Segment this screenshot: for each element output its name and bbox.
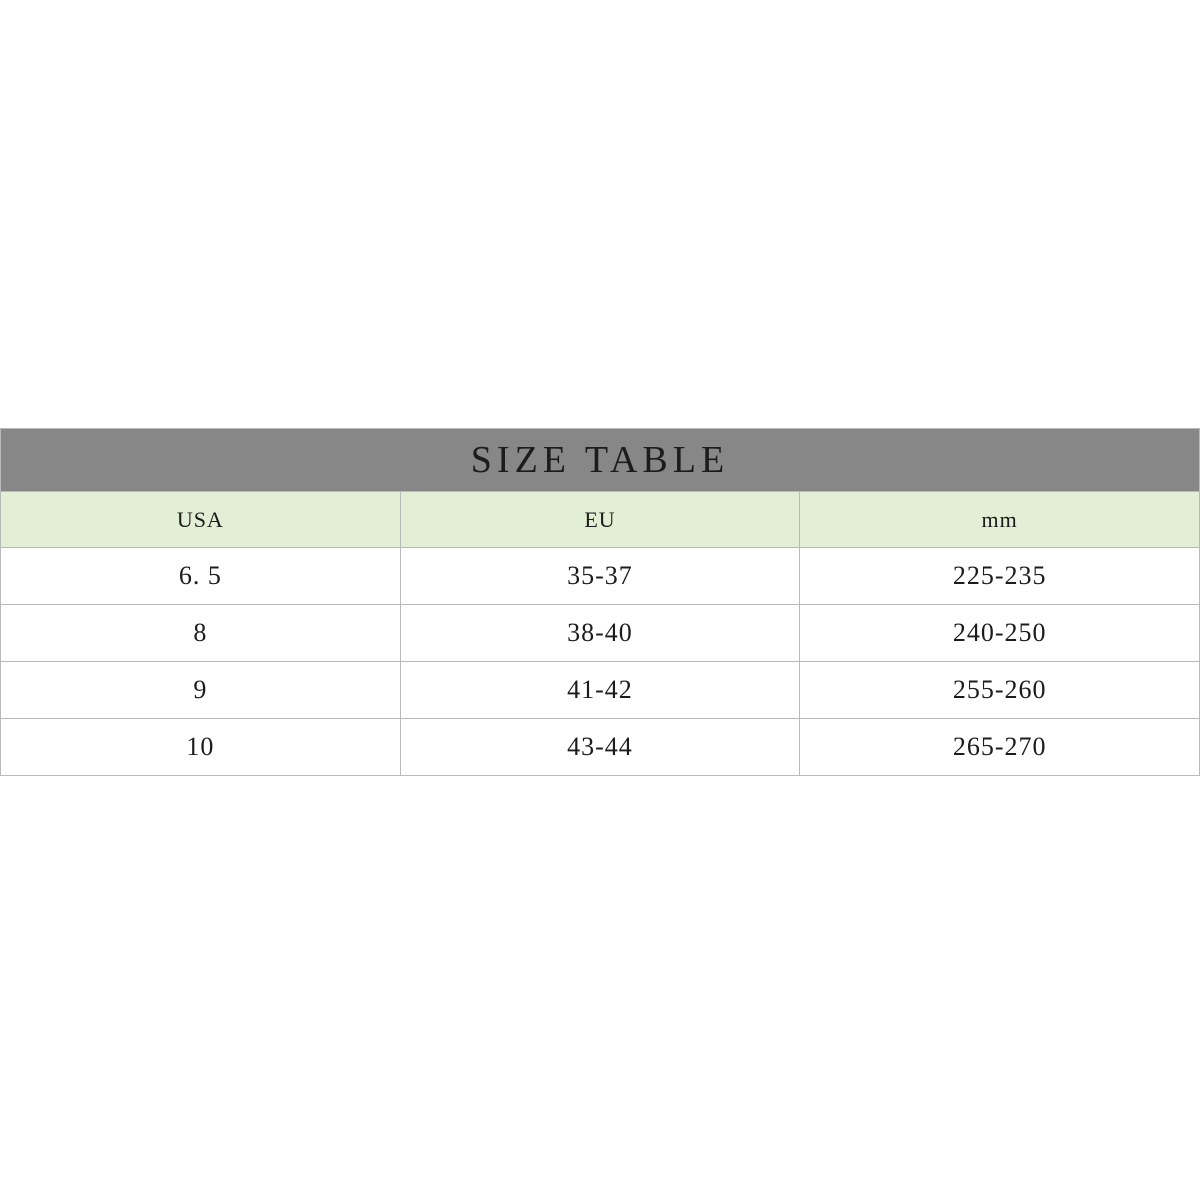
column-header-usa: USA — [1, 492, 401, 548]
table-header-row — [1, 492, 1200, 548]
cell-eu: 35-37 — [400, 548, 800, 605]
cell-usa: 8 — [1, 605, 401, 662]
cell-eu: 43-44 — [400, 719, 800, 776]
table-title-row — [1, 429, 1200, 492]
table-row — [1, 662, 1200, 719]
cell-mm: 225-235 — [800, 548, 1200, 605]
column-header-eu: EU — [400, 492, 800, 548]
column-header-mm: mm — [800, 492, 1200, 548]
table-title: SIZE TABLE — [1, 429, 1200, 492]
cell-mm: 255-260 — [800, 662, 1200, 719]
cell-usa: 9 — [1, 662, 401, 719]
table-row — [1, 548, 1200, 605]
size-table — [0, 428, 1200, 776]
cell-mm: 265-270 — [800, 719, 1200, 776]
cell-mm: 240-250 — [800, 605, 1200, 662]
cell-usa: 6. 5 — [1, 548, 401, 605]
size-table-container — [0, 428, 1200, 776]
cell-eu: 41-42 — [400, 662, 800, 719]
table-row — [1, 605, 1200, 662]
table-row — [1, 719, 1200, 776]
cell-eu: 38-40 — [400, 605, 800, 662]
cell-usa: 10 — [1, 719, 401, 776]
